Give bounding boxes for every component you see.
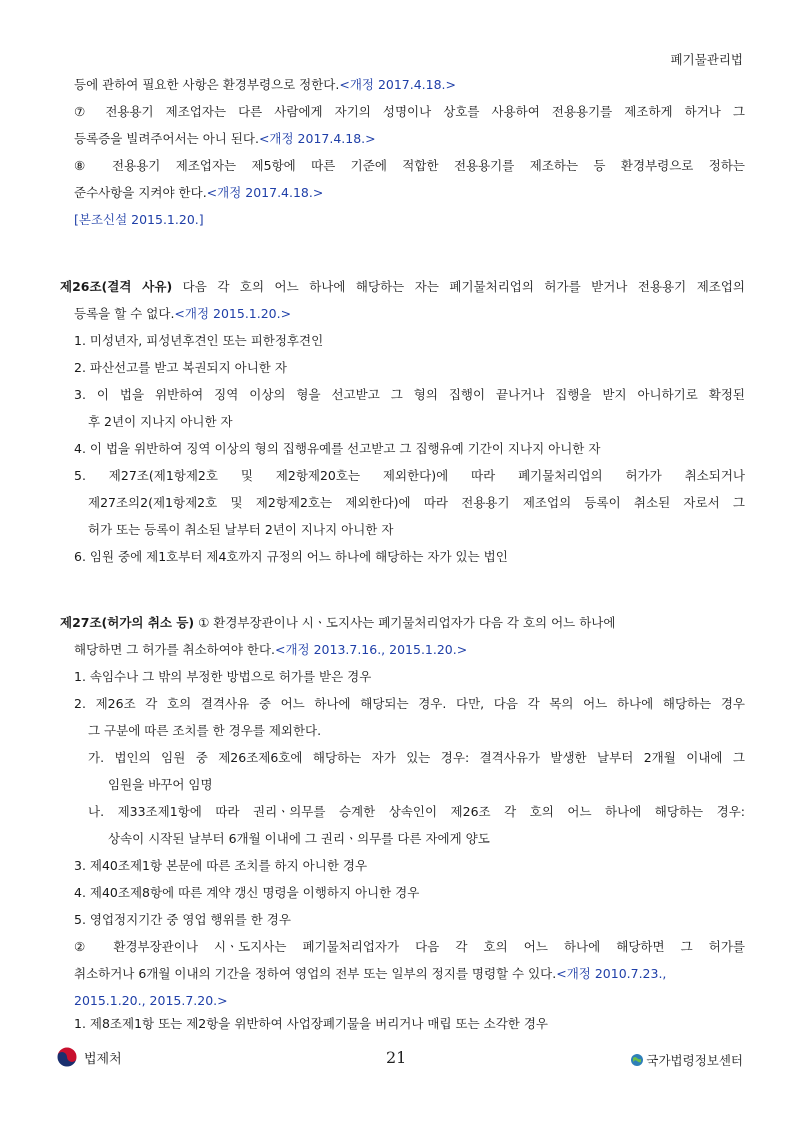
sub-item: 나. 제33조제1항에 따라 권리ㆍ의무를 승계한 상속인이 제26조 각 호의 어느 하나에 해당하는 경우:	[88, 804, 745, 819]
list-item-continuation: 허가 또는 등록이 취소된 날부터 2년이 지나지 아니한 자	[88, 522, 394, 537]
list-item: 1. 미성년자, 피성년후견인 또는 피한정후견인	[74, 333, 324, 348]
list-item: 6. 임원 중에 제1호부터 제4호까지 규정의 어느 하나에 해당하는 자가 있는 법인	[74, 549, 508, 564]
footer-center-label: 국가법령정보센터	[646, 1053, 743, 1068]
text-line: 준수사항을 지켜야 한다.<개정 2017.4.18.>	[74, 185, 324, 200]
text-line: ⑦ 전용용기 제조업자는 다른 사람에게 자기의 성명이나 상호를 사용하여 전용용기를 제조하게 하거나 그	[74, 104, 745, 119]
page-number: 21	[386, 1048, 407, 1067]
amendment-note: <개정 2010.7.23.,	[556, 966, 667, 981]
amendment-note: <개정 2013.7.16., 2015.1.20.>	[275, 642, 468, 657]
list-item: 2. 파산선고를 받고 복권되지 아니한 자	[74, 360, 287, 375]
article-title: 제27조(허가의 취소 등)	[60, 615, 195, 630]
text-line: 해당하면 그 허가를 취소하여야 한다.<개정 2013.7.16., 2015.1.20.>	[74, 642, 468, 657]
amendment-note: <개정 2017.4.18.>	[206, 185, 324, 200]
list-item: 4. 제40조제8항에 따른 계약 갱신 명령을 이행하지 아니한 경우	[74, 885, 420, 900]
moleg-logo-icon	[56, 1046, 78, 1068]
list-item: 2. 제26조 각 호의 결격사유 중 어느 하나에 해당되는 경우. 다만, 다음 각 목의 어느 하나에 해당하는 경우	[74, 696, 745, 711]
footer-moleg-label: 법제처	[84, 1051, 122, 1067]
amendment-note: <개정 2017.4.18.>	[339, 77, 457, 92]
amendment-note: 2015.1.20., 2015.7.20.>	[74, 993, 228, 1008]
globe-icon	[630, 1053, 644, 1067]
sub-item: 가. 법인의 임원 중 제26조제6호에 해당하는 자가 있는 경우: 결격사유가 발생한 날부터 2개월 이내에 그	[88, 750, 745, 765]
list-item: 3. 제40조제1항 본문에 따른 조치를 하지 아니한 경우	[74, 858, 368, 873]
header-law-title: 폐기물관리법	[670, 52, 743, 67]
footer-right	[630, 1051, 743, 1069]
text-line: 등록증을 빌려주어서는 아니 된다.<개정 2017.4.18.>	[74, 131, 376, 146]
list-item-continuation: 그 구분에 따른 조치를 한 경우를 제외한다.	[88, 723, 322, 738]
article-26-heading: 제26조(결격 사유) 다음 각 호의 어느 하나에 해당하는 자는 폐기물처리업의 허가를 받거나 전용용기 제조업의	[60, 279, 745, 294]
amendment-note: <개정 2017.4.18.>	[258, 131, 376, 146]
text-line: 등에 관하여 필요한 사항은 환경부령으로 정한다.<개정 2017.4.18.>	[74, 77, 457, 92]
footer-left	[56, 1046, 122, 1068]
text-line: ⑧ 전용용기 제조업자는 제5항에 따른 기준에 적합한 전용용기를 제조하는 등 환경부령으로 정하는	[74, 158, 745, 173]
list-item: 1. 속임수나 그 밖의 부정한 방법으로 허가를 받은 경우	[74, 669, 372, 684]
article-27-heading: 제27조(허가의 취소 등) ① 환경부장관이나 시ㆍ도지사는 폐기물처리업자가 다음 각 호의 어느 하나에	[60, 615, 616, 630]
list-item: 5. 영업정지기간 중 영업 행위를 한 경우	[74, 912, 291, 927]
article-title: 제26조(결격 사유)	[60, 279, 173, 294]
list-item-continuation: 후 2년이 지나지 아니한 자	[88, 414, 233, 429]
list-item: 5. 제27조(제1항제2호 및 제2항제20호는 제외한다)에 따라 폐기물처리업의 허가가 취소되거나	[74, 468, 745, 483]
sub-item-continuation: 상속이 시작된 날부터 6개월 이내에 그 권리ㆍ의무를 다른 자에게 양도	[108, 831, 490, 846]
text-line: 등록을 할 수 없다.<개정 2015.1.20.>	[74, 306, 292, 321]
list-item: 4. 이 법을 위반하여 징역 이상의 형의 집행유예를 선고받고 그 집행유예 기간이 지나지 아니한 자	[74, 441, 601, 456]
paragraph-line: 취소하거나 6개월 이내의 기간을 정하여 영업의 전부 또는 일부의 정지를 명령할 수 있다.<개정 2010.7.23.,	[74, 966, 667, 981]
list-item: 1. 제8조제1항 또는 제2항을 위반하여 사업장폐기물을 버리거나 매립 또는 소각한 경우	[74, 1016, 548, 1031]
list-item: 3. 이 법을 위반하여 징역 이상의 형을 선고받고 그 형의 집행이 끝나거나 집행을 받지 아니하기로 확정된	[74, 387, 745, 402]
amendment-note: <개정 2015.1.20.>	[174, 306, 292, 321]
list-item-continuation: 제27조의2(제1항제2호 및 제2항제2호는 제외한다)에 따라 전용용기 제조업의 등록이 취소된 자로서 그	[88, 495, 745, 510]
paragraph-line: ② 환경부장관이나 시ㆍ도지사는 폐기물처리업자가 다음 각 호의 어느 하나에 해당하면 그 허가를	[74, 939, 745, 954]
sub-item-continuation: 임원을 바꾸어 임명	[108, 777, 213, 792]
new-article-note: [본조신설 2015.1.20.]	[74, 212, 204, 227]
